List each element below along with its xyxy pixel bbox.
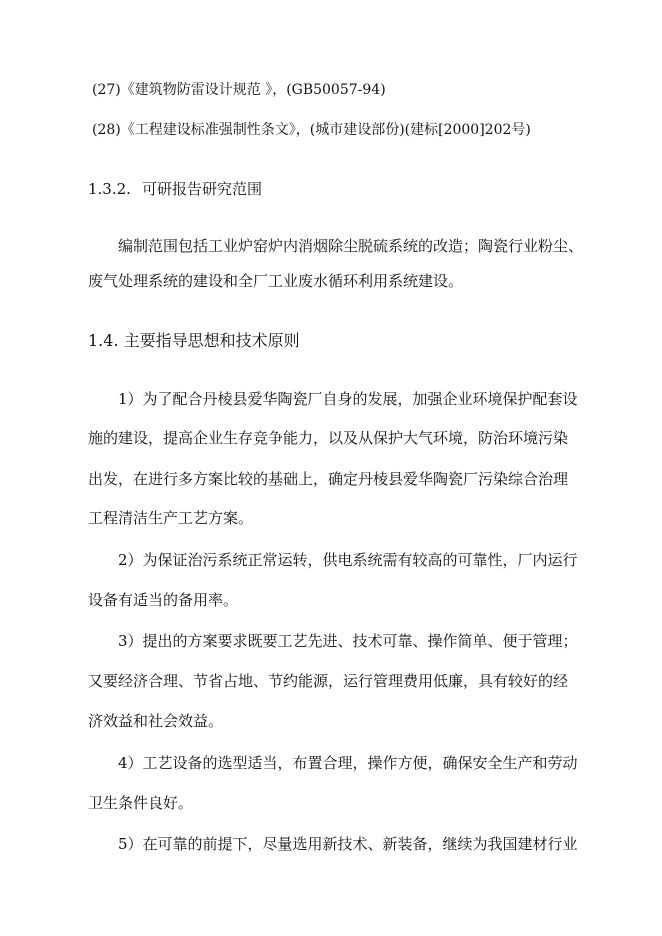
section-1-3-2-heading: [88, 179, 263, 199]
section-number: 1.3.2.: [88, 180, 131, 198]
principle-1-line-1: 1）为了配合丹棱县爱华陶瓷厂自身的发展，加强企业环境保护配套设: [118, 390, 578, 408]
reference-28: (28)《工程建设标准强制性条文》，(城市建设部份)(建标[2000]202号): [92, 122, 531, 138]
principle-4-line-2: 卫生条件良好。: [88, 794, 194, 812]
principle-2-line-2: 设备有适当的备用率。: [88, 591, 239, 609]
principle-2-line-1: 2）为保证治污系统正常运转，供电系统需有较高的可靠性，厂内运行: [118, 551, 578, 569]
section-1-4-heading: 1.4. 主要指导思想和技术原则: [88, 331, 300, 350]
principle-3-line-2: 又要经济合理、节省占地、节约能源，运行管理费用低廉，具有较好的经: [88, 672, 569, 690]
principle-3-line-3: 济效益和社会效益。: [88, 712, 224, 730]
scope-paragraph-line-1: 编制范围包括工业炉窑炉内消烟除尘脱硫系统的改造；陶瓷行业粉尘、: [118, 237, 584, 255]
scope-paragraph-line-2: 废气处理系统的建设和全厂工业废水循环利用系统建设。: [88, 272, 464, 290]
principle-4-line-1: 4）工艺设备的选型适当，布置合理，操作方便，确保安全生产和劳动: [118, 754, 578, 772]
principle-1-line-4: 工程清洁生产工艺方案。: [88, 509, 254, 527]
reference-27: (27)《建筑物防雷设计规范 》，(GB50057-94): [92, 82, 386, 98]
principle-3-line-1: 3）提出的方案要求既要工艺先进、技术可靠、操作简单、便于管理；: [118, 632, 578, 650]
principle-5-line-1: 5）在可靠的前提下，尽量选用新技术、新装备，继续为我国建材行业: [118, 835, 578, 853]
section-title: 可研报告研究范围: [142, 180, 263, 198]
principle-1-line-2: 施的建设，提高企业生存竞争能力，以及从保护大气环境，防治环境污染: [88, 429, 569, 447]
principle-1-line-3: 出发，在进行多方案比较的基础上，确定丹棱县爱华陶瓷厂污染综合治理: [88, 470, 569, 488]
